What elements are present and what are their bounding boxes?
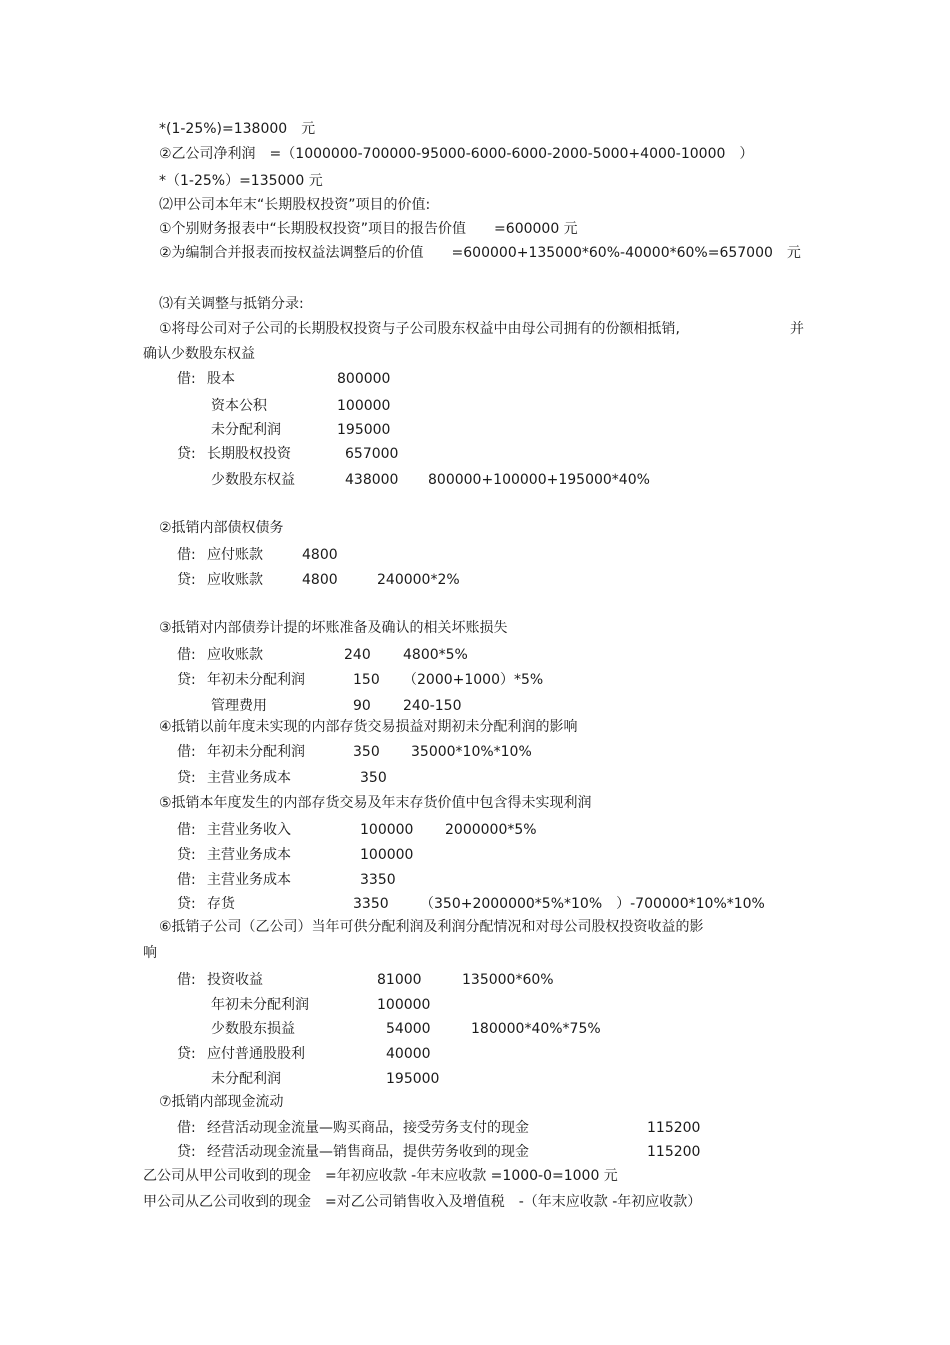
entry-account: 主营业务成本 (207, 847, 291, 863)
entry-account: 资本公积 (211, 398, 267, 414)
section-heading: ⑤抵销本年度发生的内部存货交易及年末存货价值中包含得未实现利润 (159, 795, 592, 811)
entry-side: 借: (177, 371, 196, 387)
entry-amount: 115200 (647, 1120, 701, 1136)
section-heading: ⑦抵销内部现金流动 (159, 1094, 284, 1110)
entry-amount: 81000 (377, 972, 422, 988)
text-line: ①将母公司对子公司的长期股权投资与子公司股东权益中由母公司拥有的份额相抵销, (159, 321, 680, 337)
entry-account: 长期股权投资 (207, 446, 291, 462)
entry-note: 4800*5% (403, 647, 468, 663)
entry-account: 应收账款 (207, 572, 263, 588)
entry-note: 800000+100000+195000*40% (428, 472, 650, 488)
section-heading: ⑵甲公司本年末“长期股权投资”项目的价值: (159, 197, 431, 213)
entry-amount: 40000 (386, 1046, 431, 1062)
entry-amount: 657000 (345, 446, 399, 462)
entry-note: 240-150 (403, 698, 462, 714)
text-line: 并 (790, 321, 804, 337)
entry-amount: 195000 (386, 1071, 440, 1087)
entry-note: 2000000*5% (445, 822, 537, 838)
entry-note: （350+2000000*5%*10% ）-700000*10%*10% (420, 896, 765, 912)
entry-side: 贷: (177, 672, 196, 688)
entry-account: 主营业务成本 (207, 872, 291, 888)
text-line: 甲公司从乙公司收到的现金 =对乙公司销售收入及增值税 -（年末应收款 -年初应收款） (143, 1194, 702, 1210)
text-line: 确认少数股东权益 (143, 346, 255, 362)
entry-side: 借: (177, 972, 196, 988)
entry-note: 240000*2% (377, 572, 460, 588)
entry-account: 管理费用 (211, 698, 267, 714)
entry-amount: 100000 (337, 398, 391, 414)
entry-account: 年初未分配利润 (207, 744, 305, 760)
entry-account: 年初未分配利润 (207, 672, 305, 688)
entry-amount: 3350 (353, 896, 389, 912)
entry-amount: 150 (353, 672, 380, 688)
entry-side: 贷: (177, 896, 196, 912)
text-line: 乙公司从甲公司收到的现金 =年初应收款 -年末应收款 =1000-0=1000 元 (143, 1168, 618, 1184)
entry-account: 年初未分配利润 (211, 997, 309, 1013)
entry-amount: 4800 (302, 572, 338, 588)
text-line: *（1-25%）=135000 元 (159, 173, 323, 189)
section-heading: ⑶有关调整与抵销分录: (159, 296, 304, 312)
entry-note: 180000*40%*75% (471, 1021, 601, 1037)
entry-note: 35000*10%*10% (411, 744, 532, 760)
entry-side: 贷: (177, 572, 196, 588)
entry-side: 贷: (177, 446, 196, 462)
entry-account: 未分配利润 (211, 1071, 281, 1087)
entry-side: 借: (177, 1120, 196, 1136)
entry-side: 借: (177, 822, 196, 838)
entry-account: 少数股东权益 (211, 472, 295, 488)
entry-account: 应付普通股股利 (207, 1046, 305, 1062)
entry-amount: 115200 (647, 1144, 701, 1160)
entry-side: 贷: (177, 1046, 196, 1062)
entry-account: 股本 (207, 371, 235, 387)
entry-side: 借: (177, 872, 196, 888)
entry-amount: 90 (353, 698, 371, 714)
entry-amount: 195000 (337, 422, 391, 438)
entry-side: 借: (177, 647, 196, 663)
entry-account: 主营业务收入 (207, 822, 291, 838)
section-heading: ④抵销以前年度未实现的内部存货交易损益对期初未分配利润的影响 (159, 719, 578, 735)
entry-account: 未分配利润 (211, 422, 281, 438)
entry-amount: 350 (353, 744, 380, 760)
entry-side: 贷: (177, 847, 196, 863)
text-line: *(1-25%)=138000 元 (159, 121, 316, 137)
entry-account: 经营活动现金流量—购买商品，接受劳务支付的现金 (207, 1120, 529, 1136)
entry-account: 投资收益 (207, 972, 263, 988)
entry-account: 应收账款 (207, 647, 263, 663)
section-heading: ③抵销对内部债券计提的坏账准备及确认的相关坏账损失 (159, 620, 508, 636)
entry-amount: 4800 (302, 547, 338, 563)
entry-amount: 3350 (360, 872, 396, 888)
entry-amount: 800000 (337, 371, 391, 387)
entry-amount: 350 (360, 770, 387, 786)
entry-side: 贷: (177, 770, 196, 786)
entry-account: 应付账款 (207, 547, 263, 563)
text-line: 响 (143, 945, 157, 961)
entry-amount: 438000 (345, 472, 399, 488)
section-heading: ⑥抵销子公司（乙公司）当年可供分配利润及利润分配情况和对母公司股权投资收益的影 (159, 919, 704, 935)
entry-amount: 100000 (360, 847, 414, 863)
entry-account: 经营活动现金流量—销售商品，提供劳务收到的现金 (207, 1144, 529, 1160)
entry-amount: 100000 (377, 997, 431, 1013)
text-line: ①个别财务报表中“长期股权投资”项目的报告价值 =600000 元 (159, 221, 578, 237)
entry-account: 少数股东损益 (211, 1021, 295, 1037)
text-line: ②为编制合并报表而按权益法调整后的价值 =600000+135000*60%-40000*60%=657000 元 (159, 245, 801, 261)
section-heading: ②抵销内部债权债务 (159, 520, 284, 536)
entry-note: （2000+1000）*5% (403, 672, 544, 688)
entry-amount: 240 (344, 647, 371, 663)
entry-note: 135000*60% (462, 972, 554, 988)
entry-amount: 54000 (386, 1021, 431, 1037)
entry-account: 主营业务成本 (207, 770, 291, 786)
entry-side: 借: (177, 547, 196, 563)
entry-amount: 100000 (360, 822, 414, 838)
entry-side: 借: (177, 744, 196, 760)
entry-account: 存货 (207, 896, 235, 912)
entry-side: 贷: (177, 1144, 196, 1160)
text-line: ②乙公司净利润 =（1000000-700000-95000-6000-6000-2000-5000+4000-10000 ） (159, 146, 754, 162)
